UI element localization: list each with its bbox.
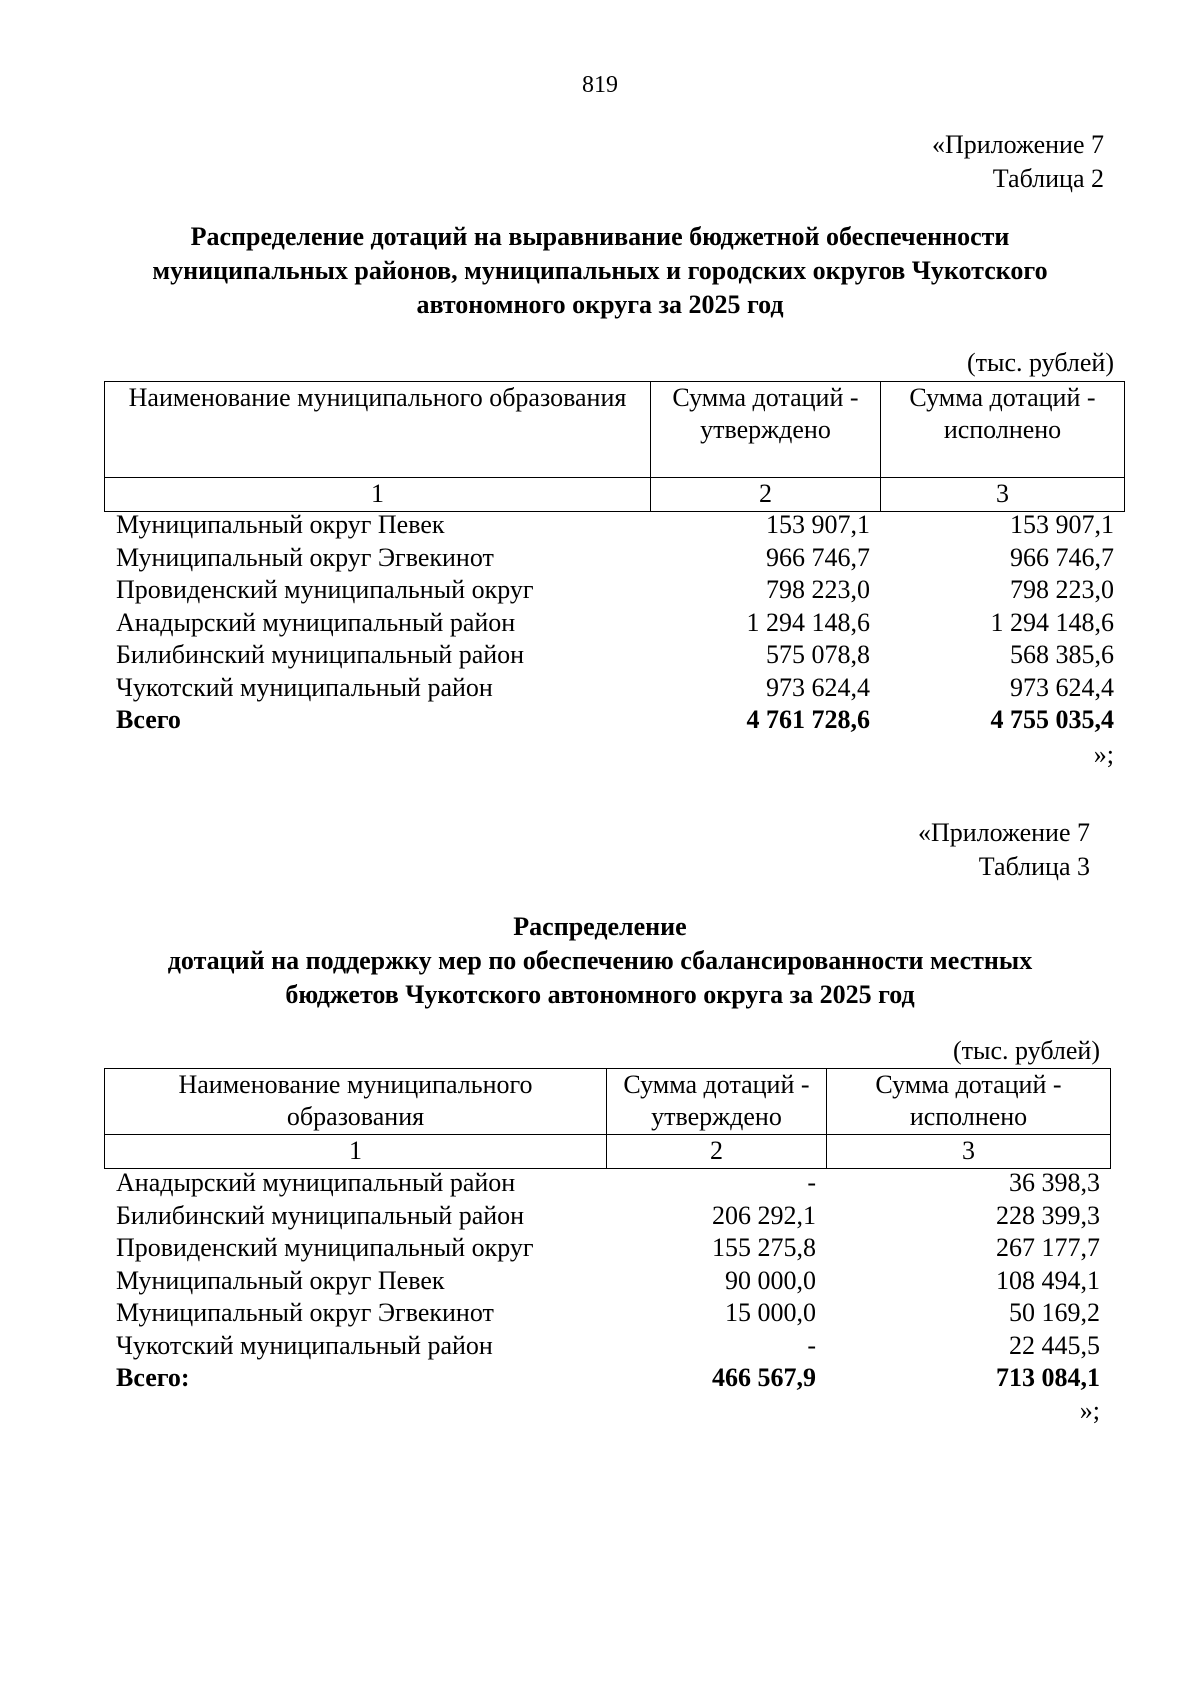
row-executed: 966 746,7 (1010, 542, 1114, 572)
row-approved: 973 624,4 (766, 672, 870, 702)
column-number-row (105, 478, 1125, 512)
row-executed: 153 907,1 (1010, 510, 1114, 539)
col-number: 1 (105, 1135, 607, 1169)
col-number: 2 (651, 478, 881, 512)
row-approved: - (807, 1168, 816, 1197)
table3-header (104, 1068, 1111, 1169)
row-approved: 1 294 148,6 (746, 607, 870, 637)
title-line: Распределение (513, 912, 687, 941)
title-line: Распределение дотаций на выравнивание бюджетной обеспеченности (190, 222, 1010, 251)
row-name: Муниципальный округ Эгвекинот (116, 542, 494, 572)
header-name: Наименование муниципального образования (105, 382, 651, 478)
header-approved: Сумма дотаций - утверждено (607, 1069, 827, 1135)
row-executed: 798 223,0 (1010, 575, 1114, 604)
page-number: 819 (582, 72, 618, 98)
row-approved: - (807, 1330, 816, 1360)
total-row (104, 1362, 1110, 1395)
title-line: дотаций на поддержку мер по обеспечению сбалансированности местных (167, 946, 1033, 975)
row-approved: 966 746,7 (766, 542, 870, 572)
header-executed: Сумма дотаций - исполнено (881, 382, 1125, 478)
table3-closing-quote: »; (1079, 1396, 1100, 1425)
row-executed: 1 294 148,6 (990, 607, 1114, 637)
table2-title (110, 220, 1090, 322)
header-row (105, 382, 1125, 478)
table2-body (104, 509, 1124, 737)
total-approved: 4 761 728,6 (746, 705, 870, 734)
row-approved: 90 000,0 (725, 1265, 816, 1295)
row-approved: 15 000,0 (725, 1298, 816, 1327)
total-approved: 466 567,9 (712, 1363, 816, 1392)
row-approved: 575 078,8 (766, 640, 870, 669)
row-name: Муниципальный округ Эгвекинот (116, 1298, 494, 1327)
total-executed: 4 755 035,4 (990, 705, 1114, 734)
table-row (104, 607, 1124, 640)
row-name: Чукотский муниципальный район (116, 672, 493, 702)
row-name: Муниципальный округ Певек (116, 510, 445, 539)
table3-body (104, 1167, 1110, 1395)
title-line: автономного округа за 2025 год (416, 290, 784, 319)
row-executed: 267 177,7 (996, 1233, 1100, 1262)
row-name: Чукотский муниципальный район (116, 1330, 493, 1360)
table-row (104, 1167, 1110, 1200)
table-row (104, 1232, 1110, 1265)
header-executed: Сумма дотаций - исполнено (827, 1069, 1111, 1135)
table3-title (110, 910, 1090, 1012)
row-approved: 798 223,0 (766, 575, 870, 604)
row-executed: 973 624,4 (1010, 672, 1114, 702)
header-name: Наименование муниципального образования (105, 1069, 607, 1135)
row-name: Муниципальный округ Певек (116, 1265, 445, 1295)
row-executed: 36 398,3 (1009, 1168, 1100, 1197)
table-label: Таблица 2 (992, 164, 1104, 193)
table-row (104, 1200, 1110, 1233)
total-executed: 713 084,1 (996, 1363, 1100, 1392)
col-number: 1 (105, 478, 651, 512)
column-number-row (105, 1135, 1111, 1169)
appendix-label: «Приложение 7 (917, 818, 1090, 847)
row-executed: 108 494,1 (996, 1265, 1100, 1295)
table-row (104, 1330, 1110, 1363)
row-executed: 228 399,3 (996, 1200, 1100, 1230)
row-approved: 155 275,8 (712, 1233, 816, 1262)
row-name: Провиденский муниципальный округ (116, 1233, 534, 1262)
row-name: Провиденский муниципальный округ (116, 575, 534, 604)
header-approved: Сумма дотаций - утверждено (651, 382, 881, 478)
title-line: муниципальных районов, муниципальных и городских округов Чукотского (152, 256, 1048, 285)
appendix-header-table3 (918, 816, 1090, 884)
row-name: Билибинский муниципальный район (116, 1200, 525, 1230)
table3-units: (тыс. рублей) (952, 1036, 1100, 1065)
title-line: бюджетов Чукотского автономного округа за 2025 год (285, 980, 915, 1009)
total-row (104, 704, 1124, 737)
row-executed: 22 445,5 (1009, 1330, 1100, 1360)
col-number: 3 (827, 1135, 1111, 1169)
row-executed: 50 169,2 (1009, 1298, 1100, 1327)
table-row (104, 1297, 1110, 1330)
row-approved: 153 907,1 (766, 510, 870, 539)
table-row (104, 542, 1124, 575)
appendix-label: «Приложение 7 (931, 130, 1104, 159)
table2-header (104, 381, 1125, 512)
total-label: Всего (116, 705, 181, 734)
table2-closing-quote: »; (1093, 740, 1114, 769)
row-executed: 568 385,6 (1010, 640, 1114, 669)
table-row (104, 672, 1124, 705)
row-name: Анадырский муниципальный район (116, 607, 516, 637)
table-row (104, 639, 1124, 672)
total-label: Всего: (116, 1363, 190, 1392)
table-row (104, 1265, 1110, 1298)
col-number: 3 (881, 478, 1125, 512)
row-name: Билибинский муниципальный район (116, 640, 525, 669)
col-number: 2 (607, 1135, 827, 1169)
appendix-header-table2 (932, 128, 1104, 196)
table2-units: (тыс. рублей) (966, 348, 1114, 377)
row-name: Анадырский муниципальный район (116, 1168, 516, 1197)
table-row (104, 574, 1124, 607)
row-approved: 206 292,1 (712, 1200, 816, 1230)
header-row (105, 1069, 1111, 1135)
table-row (104, 509, 1124, 542)
table-label: Таблица 3 (978, 852, 1090, 881)
